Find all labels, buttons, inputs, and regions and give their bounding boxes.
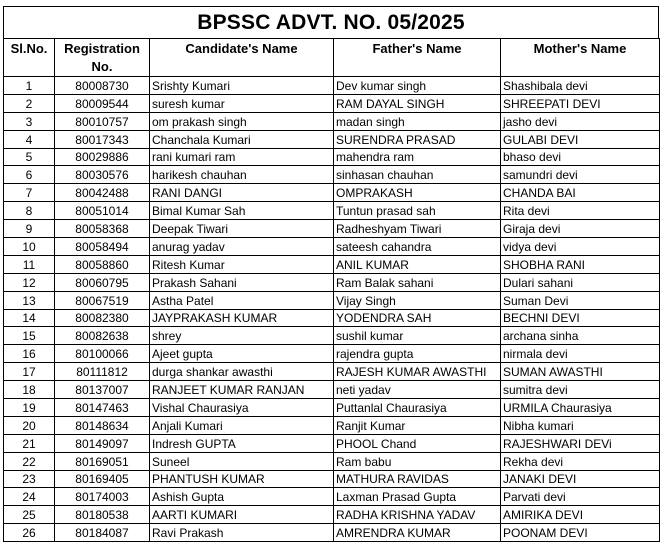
header-candidate-name: Candidate's Name [150,39,334,77]
cell-sl-no: 4 [4,130,55,148]
cell-candidate-name: AARTI KUMARI [150,506,334,524]
cell-mother-name: bhaso devi [501,148,660,166]
table-row [4,363,660,381]
cell-sl-no: 23 [4,470,55,488]
header-sl-no: Sl.No. [4,39,55,77]
table-row [4,452,660,470]
table-row [4,309,660,327]
cell-sl-no: 9 [4,220,55,238]
cell-father-name: Ranjit Kumar [334,416,501,434]
cell-registration-no: 80148634 [55,416,150,434]
candidate-table [3,38,660,542]
table-body [4,77,660,542]
cell-father-name: RAM DAYAL SINGH [334,94,501,112]
cell-candidate-name: Ravi Prakash [150,524,334,542]
table-row [4,166,660,184]
cell-mother-name: POONAM DEVI [501,524,660,542]
cell-registration-no: 80147463 [55,399,150,417]
cell-father-name: rajendra gupta [334,345,501,363]
cell-registration-no: 80009544 [55,94,150,112]
cell-mother-name: Suman Devi [501,291,660,309]
cell-sl-no: 12 [4,273,55,291]
cell-sl-no: 6 [4,166,55,184]
cell-father-name: Laxman Prasad Gupta [334,488,501,506]
cell-mother-name: Giraja devi [501,220,660,238]
table-row [4,202,660,220]
cell-registration-no: 80008730 [55,77,150,95]
cell-candidate-name: om prakash singh [150,112,334,130]
cell-father-name: MATHURA RAVIDAS [334,470,501,488]
table-row [4,381,660,399]
cell-father-name: sinhasan chauhan [334,166,501,184]
table-row [4,506,660,524]
header-mother-name: Mother's Name [501,39,660,77]
table-row [4,488,660,506]
table-row [4,148,660,166]
cell-mother-name: archana sinha [501,327,660,345]
cell-sl-no: 15 [4,327,55,345]
cell-father-name: Radheshyam Tiwari [334,220,501,238]
cell-candidate-name: Ajeet gupta [150,345,334,363]
cell-father-name: PHOOL Chand [334,434,501,452]
cell-sl-no: 22 [4,452,55,470]
cell-mother-name: AMIRIKA DEVI [501,506,660,524]
cell-mother-name: nirmala devi [501,345,660,363]
cell-candidate-name: suresh kumar [150,94,334,112]
table-row [4,345,660,363]
cell-mother-name: CHANDA BAI [501,184,660,202]
cell-sl-no: 18 [4,381,55,399]
cell-mother-name: BECHNI DEVI [501,309,660,327]
table-row [4,470,660,488]
table-row [4,524,660,542]
cell-father-name: sushil kumar [334,327,501,345]
header-row [4,39,660,77]
page-title: BPSSC ADVT. NO. 05/2025 [3,6,659,38]
cell-sl-no: 20 [4,416,55,434]
cell-registration-no: 80058368 [55,220,150,238]
cell-candidate-name: Astha Patel [150,291,334,309]
cell-mother-name: SHREEPATI DEVI [501,94,660,112]
cell-father-name: Dev kumar singh [334,77,501,95]
cell-registration-no: 80029886 [55,148,150,166]
cell-mother-name: sumitra devi [501,381,660,399]
cell-registration-no: 80058860 [55,255,150,273]
cell-father-name: Tuntun prasad sah [334,202,501,220]
cell-candidate-name: RANI DANGI [150,184,334,202]
cell-mother-name: URMILA Chaurasiya [501,399,660,417]
table-header [4,39,660,77]
cell-father-name: madan singh [334,112,501,130]
table-row [4,416,660,434]
cell-sl-no: 14 [4,309,55,327]
cell-candidate-name: RANJEET KUMAR RANJAN [150,381,334,399]
cell-candidate-name: Indresh GUPTA [150,434,334,452]
cell-candidate-name: anurag yadav [150,238,334,256]
cell-sl-no: 17 [4,363,55,381]
cell-candidate-name: Srishty Kumari [150,77,334,95]
header-registration-line2: No. [91,59,113,74]
cell-father-name: SURENDRA PRASAD [334,130,501,148]
cell-father-name: OMPRAKASH [334,184,501,202]
cell-mother-name: SHOBHA RANI [501,255,660,273]
table-row [4,220,660,238]
table-row [4,77,660,95]
cell-sl-no: 16 [4,345,55,363]
cell-sl-no: 10 [4,238,55,256]
cell-sl-no: 8 [4,202,55,220]
cell-registration-no: 80174003 [55,488,150,506]
cell-registration-no: 80149097 [55,434,150,452]
cell-candidate-name: JAYPRAKASH KUMAR [150,309,334,327]
table-row [4,112,660,130]
cell-candidate-name: Vishal Chaurasiya [150,399,334,417]
cell-mother-name: jasho devi [501,112,660,130]
cell-registration-no: 80060795 [55,273,150,291]
cell-mother-name: Shashibala devi [501,77,660,95]
cell-candidate-name: Chanchala Kumari [150,130,334,148]
cell-candidate-name: Ritesh Kumar [150,255,334,273]
cell-father-name: Ram Balak sahani [334,273,501,291]
cell-sl-no: 26 [4,524,55,542]
table-row [4,434,660,452]
cell-mother-name: GULABI DEVI [501,130,660,148]
table-row [4,255,660,273]
cell-registration-no: 80137007 [55,381,150,399]
result-sheet [3,6,659,542]
cell-registration-no: 80180538 [55,506,150,524]
cell-mother-name: SUMAN AWASTHI [501,363,660,381]
cell-father-name: mahendra ram [334,148,501,166]
cell-candidate-name: Bimal Kumar Sah [150,202,334,220]
cell-father-name: RAJESH KUMAR AWASTHI [334,363,501,381]
cell-registration-no: 80082638 [55,327,150,345]
cell-sl-no: 2 [4,94,55,112]
cell-registration-no: 80030576 [55,166,150,184]
table-row [4,238,660,256]
cell-sl-no: 19 [4,399,55,417]
cell-father-name: AMRENDRA KUMAR [334,524,501,542]
cell-registration-no: 80058494 [55,238,150,256]
cell-registration-no: 80042488 [55,184,150,202]
table-row [4,184,660,202]
table-row [4,291,660,309]
cell-candidate-name: Suneel [150,452,334,470]
header-registration-no [55,39,150,77]
cell-sl-no: 13 [4,291,55,309]
cell-registration-no: 80169051 [55,452,150,470]
cell-sl-no: 7 [4,184,55,202]
cell-candidate-name: Ashish Gupta [150,488,334,506]
cell-father-name: RADHA KRISHNA YADAV [334,506,501,524]
cell-sl-no: 24 [4,488,55,506]
cell-mother-name: Rita devi [501,202,660,220]
cell-mother-name: Parvati devi [501,488,660,506]
cell-sl-no: 11 [4,255,55,273]
cell-mother-name: JANAKI DEVI [501,470,660,488]
cell-registration-no: 80017343 [55,130,150,148]
cell-candidate-name: Deepak Tiwari [150,220,334,238]
cell-registration-no: 80067519 [55,291,150,309]
cell-mother-name: Dulari sahani [501,273,660,291]
table-row [4,130,660,148]
header-registration-line1: Registration [64,41,140,56]
table-row [4,94,660,112]
cell-sl-no: 21 [4,434,55,452]
table-row [4,399,660,417]
cell-registration-no: 80082380 [55,309,150,327]
table-row [4,273,660,291]
cell-mother-name: Rekha devi [501,452,660,470]
cell-sl-no: 1 [4,77,55,95]
cell-candidate-name: harikesh chauhan [150,166,334,184]
cell-candidate-name: shrey [150,327,334,345]
table-row [4,327,660,345]
cell-registration-no: 80111812 [55,363,150,381]
cell-candidate-name: rani kumari ram [150,148,334,166]
cell-sl-no: 3 [4,112,55,130]
cell-father-name: YODENDRA SAH [334,309,501,327]
cell-candidate-name: durga shankar awasthi [150,363,334,381]
cell-mother-name: RAJESHWARI DEVi [501,434,660,452]
cell-mother-name: Nibha kumari [501,416,660,434]
cell-sl-no: 25 [4,506,55,524]
header-father-name: Father's Name [334,39,501,77]
cell-registration-no: 80010757 [55,112,150,130]
cell-registration-no: 80169405 [55,470,150,488]
cell-candidate-name: Anjali Kumari [150,416,334,434]
cell-sl-no: 5 [4,148,55,166]
cell-father-name: ANIL KUMAR [334,255,501,273]
cell-mother-name: vidya devi [501,238,660,256]
cell-registration-no: 80100066 [55,345,150,363]
cell-father-name: sateesh cahandra [334,238,501,256]
cell-father-name: Vijay Singh [334,291,501,309]
cell-candidate-name: Prakash Sahani [150,273,334,291]
cell-father-name: Ram babu [334,452,501,470]
cell-mother-name: samundri devi [501,166,660,184]
cell-father-name: neti yadav [334,381,501,399]
cell-candidate-name: PHANTUSH KUMAR [150,470,334,488]
cell-father-name: Puttanlal Chaurasiya [334,399,501,417]
cell-registration-no: 80184087 [55,524,150,542]
cell-registration-no: 80051014 [55,202,150,220]
